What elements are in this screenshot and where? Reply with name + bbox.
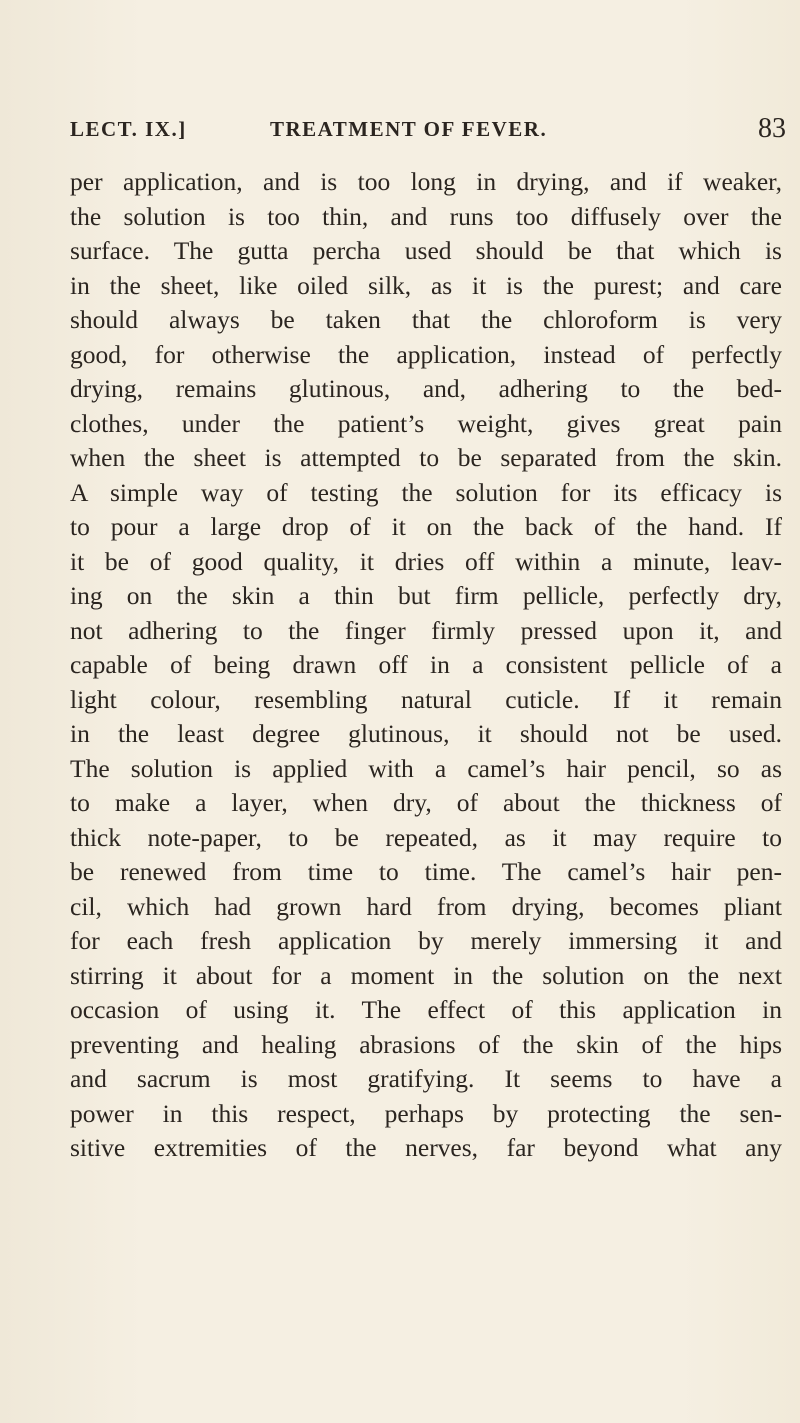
text-line: light colour, resembling natural cuticle. If it remain [70, 684, 782, 714]
text-line: ing on the skin a thin but firm pellicle, perfectly dry, [70, 581, 782, 610]
text-line: per application, and is too long in drying, and if weaker, [70, 167, 782, 196]
text-line: cil, which had grown hard from drying, becomes pliant [70, 891, 782, 921]
text-line: occasion of using it. The effect of this application in [70, 995, 782, 1024]
text-line: capable of being drawn off in a consistent pellicle of a [70, 650, 782, 679]
page-number: 83 [758, 113, 786, 144]
text-line: not adhering to the finger firmly pressed upon it, and [70, 615, 782, 645]
body-text [70, 165, 782, 1166]
text-line: for each fresh application by merely immersing it and [70, 926, 782, 955]
text-line: it be of good quality, it dries off within a minute, leav- [70, 546, 782, 576]
text-line: clothes, under the patient’s weight, gives great pain [70, 408, 782, 438]
text-line: A simple way of testing the solution for its efficacy is [70, 477, 782, 507]
lecture-label: LECT. IX.] [70, 117, 187, 141]
text-line: stirring it about for a moment in the solution on the next [70, 960, 782, 990]
text-line: when the sheet is attempted to be separated from the skin. [70, 443, 782, 472]
text-line: drying, remains glutinous, and, adhering to the bed- [70, 374, 782, 403]
text-line: power in this respect, perhaps by protecting the sen- [70, 1098, 782, 1128]
text-line: and sacrum is most gratifying. It seems to have a [70, 1064, 782, 1093]
text-line: to make a layer, when dry, of about the thickness of [70, 788, 782, 817]
text-line: preventing and healing abrasions of the skin of the hips [70, 1029, 782, 1059]
text-line: in the least degree glutinous, it should not be used. [70, 719, 782, 748]
text-line: sitive extremities of the nerves, far beyond what any [70, 1133, 782, 1162]
running-head [70, 113, 790, 153]
text-line: surface. The gutta percha used should be that which is [70, 236, 782, 265]
text-line: The solution is applied with a camel’s hair pencil, so as [70, 753, 782, 783]
text-line: to pour a large drop of it on the back of the hand. If [70, 512, 782, 541]
chapter-title: TREATMENT OF FEVER. [270, 117, 548, 141]
text-line: in the sheet, like oiled silk, as it is the purest; and care [70, 270, 782, 300]
text-line: be renewed from time to time. The camel’s hair pen- [70, 857, 782, 886]
text-line: the solution is too thin, and runs too diffusely over the [70, 201, 782, 231]
text-line: thick note-paper, to be repeated, as it may require to [70, 822, 782, 852]
text-line: should always be taken that the chloroform is very [70, 305, 782, 334]
text-line: good, for otherwise the application, instead of perfectly [70, 339, 782, 369]
